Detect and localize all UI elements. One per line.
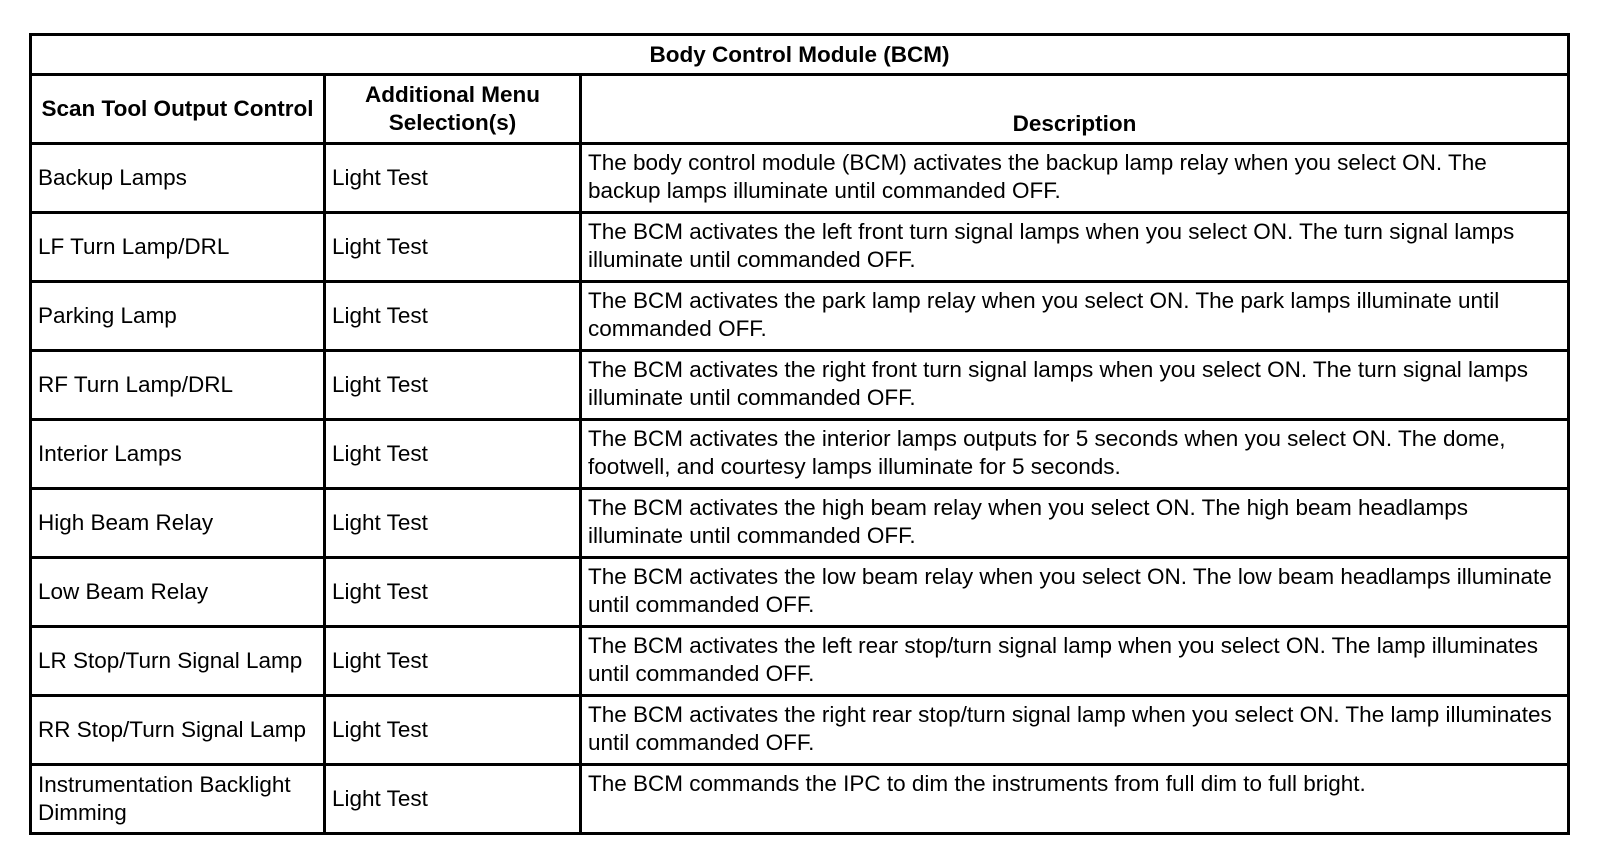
table-row: [31, 282, 1569, 351]
header-menu-selection: Additional Menu Selection(s): [325, 75, 581, 144]
menu-selection-cell: Light Test: [325, 765, 581, 834]
menu-selection-cell: Light Test: [325, 351, 581, 420]
bcm-output-control-table: [29, 33, 1570, 835]
table-row: [31, 144, 1569, 213]
description-cell: The body control module (BCM) activates the backup lamp relay when you select ON. The backup lamps illuminate until commanded OFF.: [581, 144, 1569, 213]
output-control-cell: Low Beam Relay: [31, 558, 325, 627]
menu-selection-cell: Light Test: [325, 489, 581, 558]
menu-selection-cell: Light Test: [325, 144, 581, 213]
description-cell: The BCM activates the right rear stop/turn signal lamp when you select ON. The lamp illuminates until commanded OFF.: [581, 696, 1569, 765]
menu-selection-cell: Light Test: [325, 420, 581, 489]
table-title: Body Control Module (BCM): [31, 35, 1569, 75]
output-control-cell: RF Turn Lamp/DRL: [31, 351, 325, 420]
table-row: [31, 213, 1569, 282]
menu-selection-cell: Light Test: [325, 213, 581, 282]
table-row: [31, 627, 1569, 696]
table-title-row: [31, 35, 1569, 75]
menu-selection-cell: Light Test: [325, 696, 581, 765]
description-cell: The BCM commands the IPC to dim the instruments from full dim to full bright.: [581, 765, 1569, 834]
description-cell: The BCM activates the high beam relay when you select ON. The high beam headlamps illuminate until commanded OFF.: [581, 489, 1569, 558]
menu-selection-cell: Light Test: [325, 558, 581, 627]
description-cell: The BCM activates the interior lamps outputs for 5 seconds when you select ON. The dome, footwell, and courtesy lamps illuminate for 5 seconds.: [581, 420, 1569, 489]
table-row: [31, 696, 1569, 765]
table-header-row: [31, 75, 1569, 144]
table-row: [31, 558, 1569, 627]
output-control-cell: Parking Lamp: [31, 282, 325, 351]
description-cell: The BCM activates the right front turn signal lamps when you select ON. The turn signal lamps illuminate until commanded OFF.: [581, 351, 1569, 420]
description-cell: The BCM activates the park lamp relay when you select ON. The park lamps illuminate until commanded OFF.: [581, 282, 1569, 351]
output-control-cell: Interior Lamps: [31, 420, 325, 489]
header-description: Description: [581, 75, 1569, 144]
table-row: [31, 489, 1569, 558]
output-control-cell: LR Stop/Turn Signal Lamp: [31, 627, 325, 696]
output-control-cell: High Beam Relay: [31, 489, 325, 558]
description-cell: The BCM activates the left front turn signal lamps when you select ON. The turn signal lamps illuminate until commanded OFF.: [581, 213, 1569, 282]
menu-selection-cell: Light Test: [325, 282, 581, 351]
description-cell: The BCM activates the low beam relay when you select ON. The low beam headlamps illuminate until commanded OFF.: [581, 558, 1569, 627]
table-row: [31, 351, 1569, 420]
output-control-cell: LF Turn Lamp/DRL: [31, 213, 325, 282]
table-row: [31, 420, 1569, 489]
menu-selection-cell: Light Test: [325, 627, 581, 696]
table-row: [31, 765, 1569, 834]
output-control-cell: Instrumentation Backlight Dimming: [31, 765, 325, 834]
output-control-cell: Backup Lamps: [31, 144, 325, 213]
header-output-control: Scan Tool Output Control: [31, 75, 325, 144]
output-control-cell: RR Stop/Turn Signal Lamp: [31, 696, 325, 765]
description-cell: The BCM activates the left rear stop/turn signal lamp when you select ON. The lamp illuminates until commanded OFF.: [581, 627, 1569, 696]
